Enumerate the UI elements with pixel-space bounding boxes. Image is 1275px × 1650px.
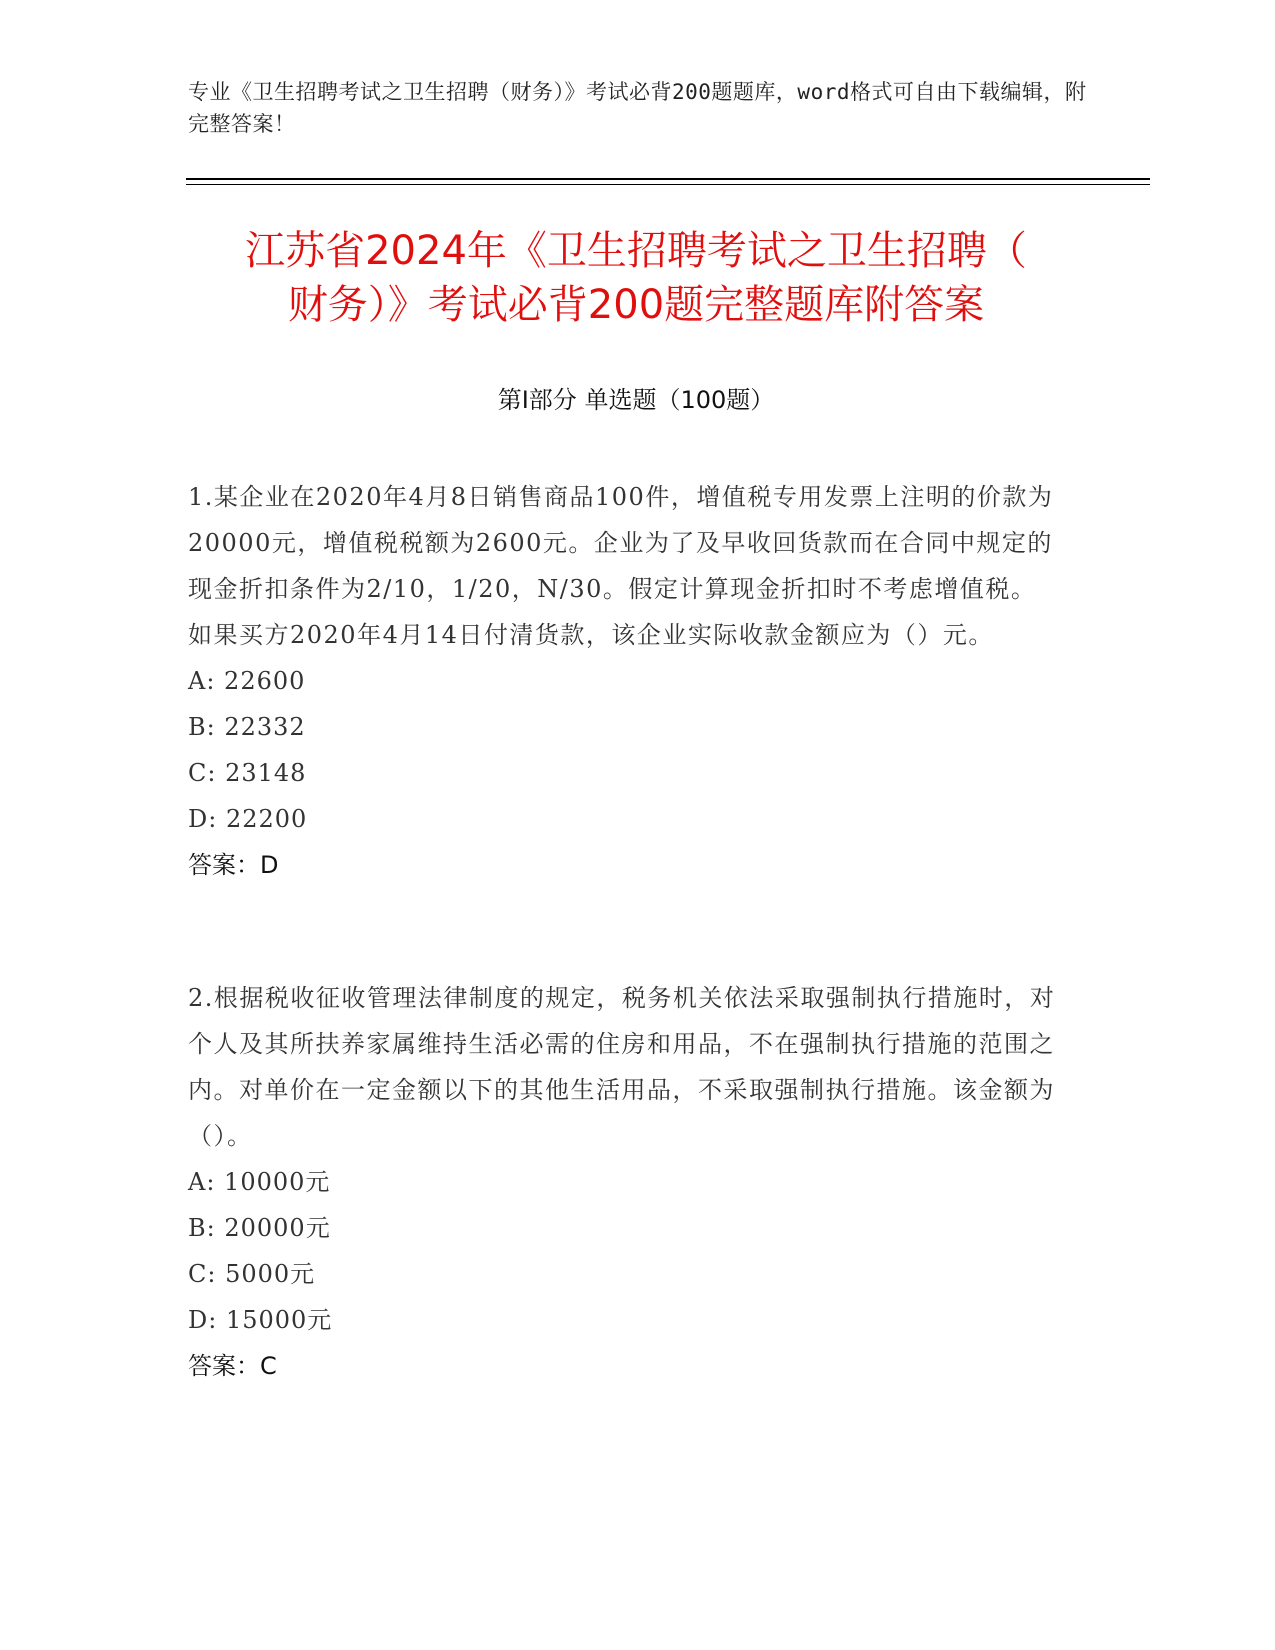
document-title-line-1: 江苏省2024年《卫生招聘考试之卫生招聘（ — [245, 228, 1027, 274]
question-2-option-a: A: 10000元 — [188, 1168, 331, 1196]
question-1-option-c: C: 23148 — [188, 759, 307, 787]
question-1-option-b: B: 22332 — [188, 713, 306, 741]
question-1 — [188, 474, 1058, 888]
question-2-option-c: C: 5000元 — [188, 1260, 316, 1288]
header-rule-thin — [186, 184, 1150, 185]
document-title — [186, 224, 1086, 332]
question-1-option-a: A: 22600 — [188, 667, 306, 695]
document-title-line-2: 财务）》考试必背200题完整题库附答案 — [287, 282, 985, 328]
question-1-option-d: D: 22200 — [188, 805, 308, 833]
header-rule-thick — [186, 178, 1150, 180]
question-2-answer: 答案：C — [188, 1352, 277, 1380]
question-1-answer: 答案：D — [188, 851, 279, 879]
question-2 — [188, 975, 1058, 1389]
question-2-option-d: D: 15000元 — [188, 1306, 333, 1334]
question-2-option-b: B: 20000元 — [188, 1214, 331, 1242]
section-title: 第Ⅰ部分 单选题（100题） — [497, 386, 775, 414]
question-1-stem: 1.某企业在2020年4月8日销售商品100件，增值税专用发票上注明的价款为20000元，增值税税额为2600元。企业为了及早收回货款而在合同中规定的现金折扣条件为2/10，1/20，N/30。假定计算现金折扣时不考虑增值税。如果买方2020年4月14日付清货款，该企业实际收款金额应为（）元。 — [188, 483, 1054, 649]
header-note: 专业《卫生招聘考试之卫生招聘（财务）》考试必背200题题库，word格式可自由下载编辑，附完整答案！ — [188, 80, 1087, 136]
question-2-stem: 2.根据税收征收管理法律制度的规定，税务机关依法采取强制执行措施时，对个人及其所扶养家属维持生活必需的住房和用品，不在强制执行措施的范围之内。对单价在一定金额以下的其他生活用品，不采取强制执行措施。该金额为（）。 — [188, 984, 1056, 1150]
